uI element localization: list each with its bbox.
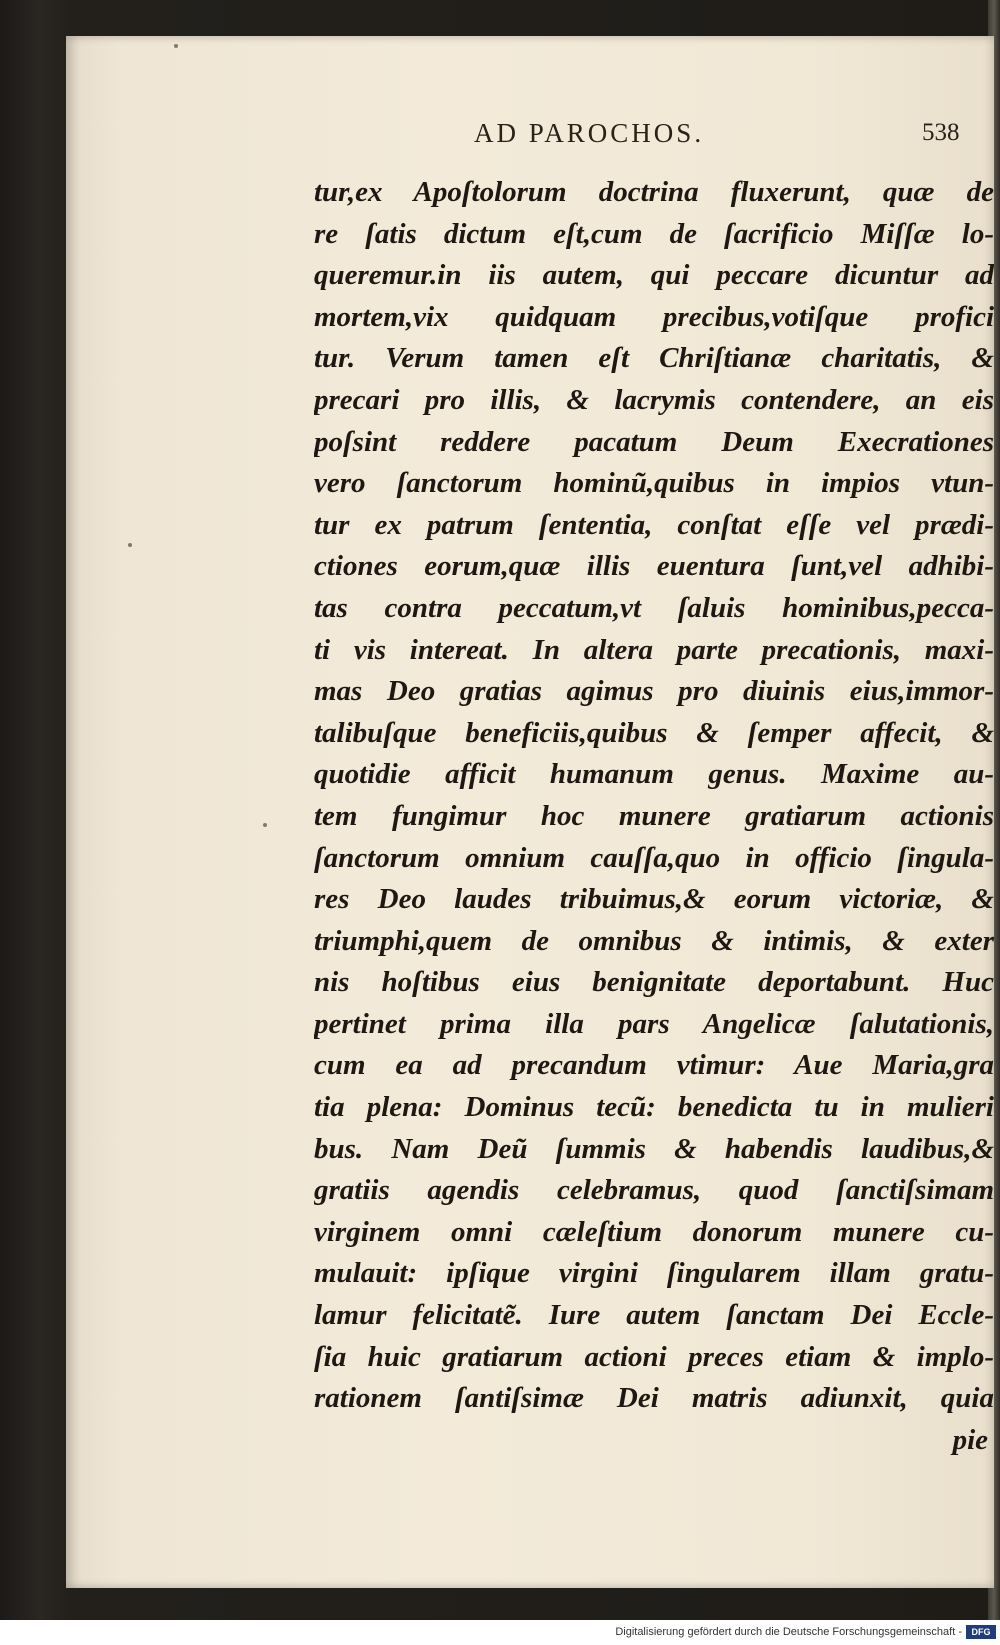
text-line: bus. Nam Deũ ſummis & habendis laudibus,&: [314, 1132, 994, 1165]
text-line: queremur.in iis autem, qui peccare dicuntur ad: [314, 259, 994, 292]
text-line: precari pro illis, & lacrymis contendere, an eis: [314, 383, 994, 416]
text-line: rationem ſantiſsimæ Dei matris adiunxit, quia: [314, 1382, 994, 1415]
text-line: tur,ex Apoſtolorum doctrina fluxerunt, quæ de: [314, 176, 994, 208]
text-line: mulauit: ipſique virgini ſingularem illam gratu-: [314, 1257, 994, 1290]
text-line: gratiis agendis celebramus, quod ſanctiſsimam: [314, 1174, 994, 1207]
body-text: [314, 172, 994, 1461]
text-line: nis hoſtibus eius benignitate deportabunt. Huc: [314, 966, 994, 999]
dfg-logo: DFG: [966, 1625, 996, 1639]
digitization-footer: [0, 1622, 1000, 1645]
text-line: tur. Verum tamen eſt Chriſtianæ charitatis, &: [314, 342, 994, 375]
text-line: lamur felicitatẽ. Iure autem ſanctam Dei Eccle-: [314, 1299, 994, 1332]
text-line: pertinet prima illa pars Angelicæ ſalutationis,: [314, 1007, 994, 1040]
ink-speck: [263, 823, 267, 827]
funding-credit: Digitalisierung gefördert durch die Deutsche Forschungsgemeinschaft -: [615, 1626, 962, 1638]
text-line: re ſatis dictum eſt,cum de ſacrificio Miſſæ lo-: [314, 217, 994, 250]
ink-speck: [174, 44, 178, 48]
text-line: virginem omni cæleſtium donorum munere cu-: [314, 1215, 994, 1248]
text-line: tem fungimur hoc munere gratiarum actionis: [314, 799, 994, 832]
text-line: cum ea ad precandum vtimur: Aue Maria,gra: [314, 1049, 994, 1082]
text-line: ti vis intereat. In altera parte precationis, maxi-: [314, 633, 994, 666]
text-line: tas contra peccatum,vt ſaluis hominibus,pecca-: [314, 591, 994, 624]
catchword: pie: [952, 1423, 988, 1456]
page-number: 538: [922, 119, 960, 146]
text-line: ctiones eorum,quæ illis euentura ſunt,vel adhibi-: [314, 550, 994, 583]
text-line: tia plena: Dominus tecũ: benedicta tu in mulieri: [314, 1091, 994, 1124]
text-line: talibuſque beneficiis,quibus & ſemper affecit, &: [314, 716, 994, 749]
text-line: mas Deo gratias agimus pro diuinis eius,immor-: [314, 675, 994, 708]
text-line: ſanctorum omnium cauſſa,quo in officio ſingula-: [314, 841, 994, 874]
text-line: tur ex patrum ſententia, conſtat eſſe vel prædi-: [314, 508, 994, 541]
text-line: triumphi,quem de omnibus & intimis, & exter: [314, 924, 994, 957]
running-head: AD PAROCHOS.: [474, 118, 705, 148]
text-line: mortem,vix quidquam precibus,votiſque profici: [314, 300, 994, 333]
text-line: quotidie afficit humanum genus. Maxime au-: [314, 758, 994, 791]
text-line: res Deo laudes tribuimus,& eorum victoriæ, &: [314, 883, 994, 916]
book-page: [66, 36, 994, 1588]
text-line: poſsint reddere pacatum Deum Execrationes: [314, 425, 994, 458]
text-line: ſia huic gratiarum actioni preces etiam & implo-: [314, 1340, 994, 1373]
text-line: vero ſanctorum hominũ,quibus in impios vtun-: [314, 467, 994, 500]
page-header: [66, 102, 994, 152]
ink-speck: [128, 543, 132, 547]
